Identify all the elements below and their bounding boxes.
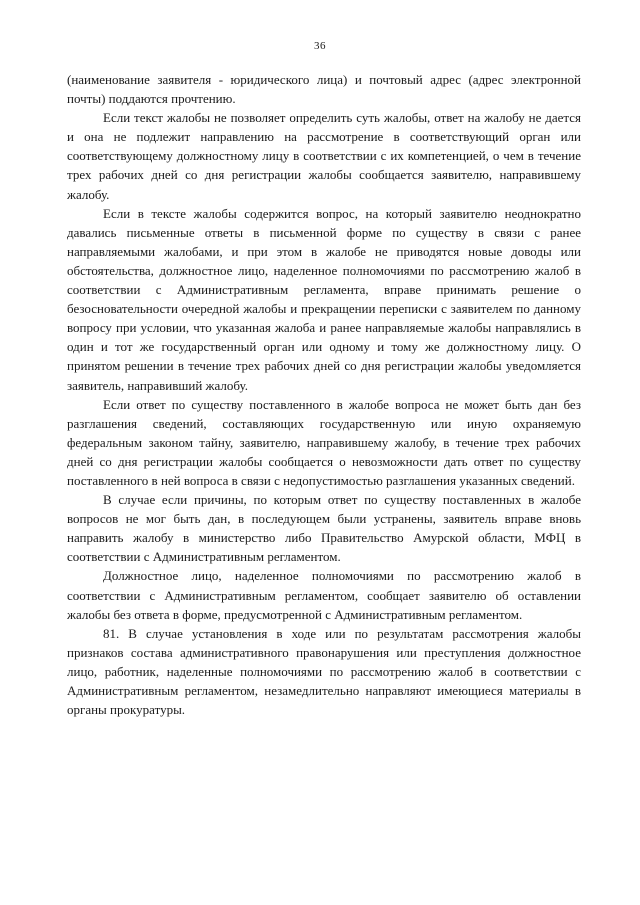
paragraph-no-answer-notice: Должностное лицо, наделенное полномочиями по рассмотрению жалоб в соответствии с Административным регламентом, сообщает заявителю об оставлении жалобы без ответа в форме, предусмотренной с Административным регламентом. xyxy=(67,568,581,622)
paragraph-secret-information: Если ответ по существу поставленного в жалобе вопроса не может быть дан без разглашения сведений, составляющих государственную или иную охраняемую федеральным законом тайну, заявителю, направившему жалобу, в течение трех рабочих дней со дня регистрации жалобы сообщается о невозможности дать ответ по существу поставленного в ней вопроса в связи с недопустимостью разглашения указанных сведений. xyxy=(67,396,581,488)
paragraph-repeated-question: Если в тексте жалобы содержится вопрос, на который заявителю неоднократно давались письменные ответы в письменной форме по существу в связи с ранее направляемыми жалобами, и при этом в жалобе не приводятся новые доводы или обстоятельства, должностное лицо, наделенное полномочиями по рассмотрению жалоб в соответствии с Административным регламента, вправе принимать решение о безосновательности очередной жалобы и прекращении переписки с заявителем по данному вопросу при условии, что указанная жалоба и ранее направляемые жалобы направлялись в один и тот же государственный орган или одному и тому же должностному лицу. О принятом решении в течение трех рабочих дней со дня регистрации жалобы уведомляется заявитель, направивший жалобу. xyxy=(67,205,581,393)
document-body xyxy=(67,70,581,719)
paragraph-item-81: 81. В случае установления в ходе или по результатам рассмотрения жалобы признаков состава административного правонарушения или преступления должностное лицо, работник, наделенные полномочиями по рассмотрению жалоб в соответствии с Административным регламентом, незамедлительно направляют имеющиеся материалы в органы прокуратуры. xyxy=(67,625,581,718)
paragraph-reasons-eliminated: В случае если причины, по которым ответ по существу поставленных в жалобе вопросов не мог быть дан, в последующем были устранены, заявитель вправе вновь направить жалобу в министерство либо Правительство Амурской области, МФЦ в соответствии с Административным регламентом. xyxy=(67,492,581,565)
page-number: 36 xyxy=(314,40,326,52)
paragraph-undefined-essence: Если текст жалобы не позволяет определить суть жалобы, ответ на жалобу не дается и она не подлежит направлению на рассмотрение в соответствующий орган или соответствующему должностному лицу в соответствии с их компетенцией, о чем в течение трех рабочих дней со дня регистрации жалобы сообщается заявителю, направившему жалобу. xyxy=(67,110,581,202)
paragraph-applicant-address: (наименование заявителя - юридического лица) и почтовый адрес (адрес электронной почты) поддаются прочтению. xyxy=(67,72,581,107)
